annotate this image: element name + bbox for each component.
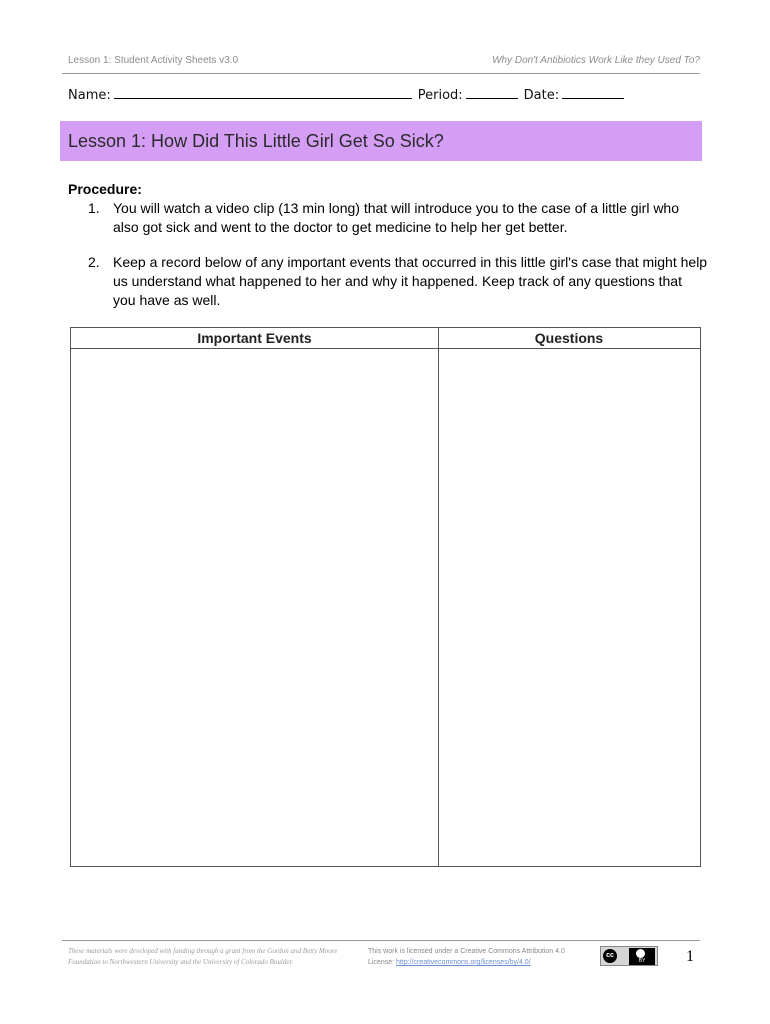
procedure-item-text: You will watch a video clip (13 min long) that will introduce you to the case of a little girl who also got sick and went to the doctor to get medicine to help her get better.	[113, 200, 679, 235]
lesson-title: Lesson 1: How Did This Little Girl Get So Sick?	[68, 131, 444, 151]
questions-header: Questions	[534, 330, 604, 346]
header-divider	[62, 73, 700, 74]
header-row-divider	[71, 348, 700, 349]
running-header-right: Why Don't Antibiotics Work Like they Used To?	[492, 55, 700, 66]
license-note	[368, 946, 588, 968]
procedure-item-text: Keep a record below of any important events that occurred in this little girl's case that might help us understand what happened to her and why it happened. Keep track of any questions that you have as well.	[113, 254, 708, 308]
license-text: This work is licensed under a Creative Commons Attribution 4.0 License:	[368, 948, 565, 966]
period-blank[interactable]	[466, 86, 518, 99]
column-divider	[438, 328, 439, 866]
creative-commons-badge[interactable]	[600, 946, 658, 966]
procedure-item-number: 2.	[88, 254, 100, 270]
date-blank[interactable]	[562, 86, 624, 99]
footer-divider	[62, 940, 700, 941]
attribution-icon	[629, 948, 655, 958]
date-label: Date:	[523, 88, 560, 103]
procedure-item	[88, 253, 708, 310]
procedure-item-number: 1.	[88, 200, 100, 216]
procedure-heading: Procedure:	[68, 181, 142, 197]
procedure-list	[88, 199, 708, 326]
name-label: Name:	[68, 88, 111, 103]
cc-icon: cc	[603, 949, 617, 963]
page-number: 1	[686, 948, 694, 965]
name-blank[interactable]	[114, 86, 412, 99]
events-questions-table	[70, 327, 701, 867]
student-info-row	[68, 86, 630, 103]
license-link[interactable]: http://creativecommons.org/licenses/by/4.0/	[396, 959, 531, 966]
person-icon	[636, 949, 645, 958]
by-label: BY	[629, 958, 655, 965]
running-header-left: Lesson 1: Student Activity Sheets v3.0	[68, 55, 239, 66]
period-label: Period:	[417, 88, 463, 103]
funding-note: These materials were developed with funding through a grant from the Gordon and Betty Moore Foundation to Northwestern University and the University of Colorado Boulder.	[68, 947, 338, 966]
important-events-header: Important Events	[197, 330, 312, 346]
procedure-item	[88, 199, 708, 237]
